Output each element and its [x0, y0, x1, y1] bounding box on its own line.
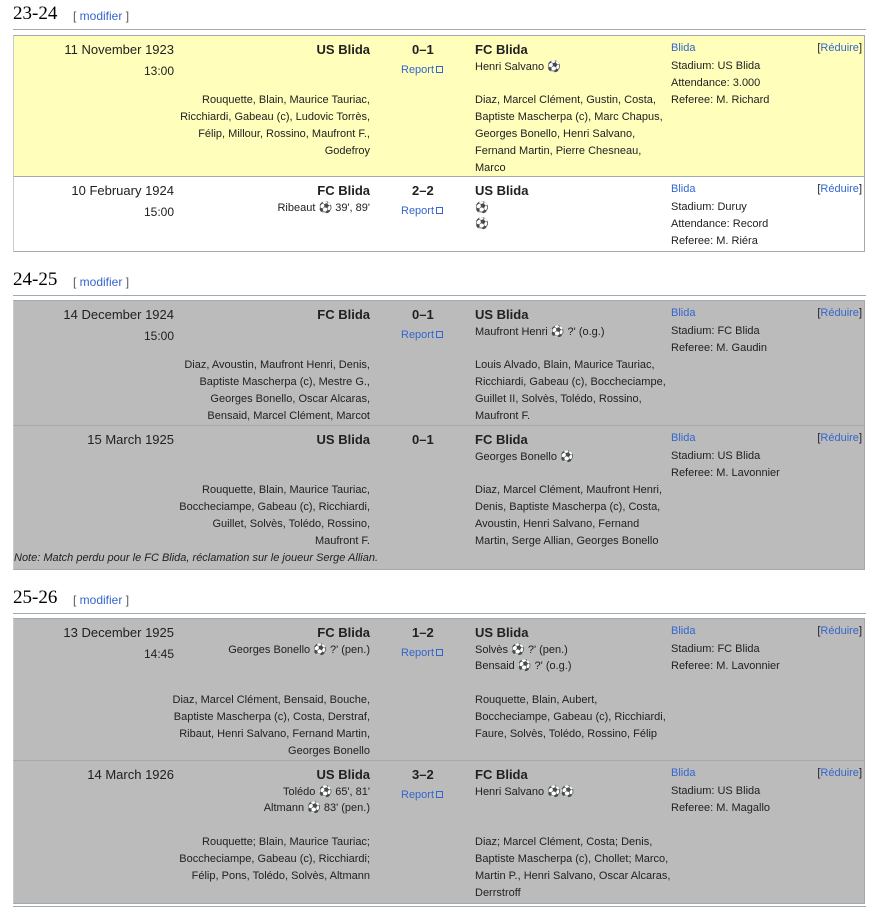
match-box — [13, 618, 865, 761]
away-goal: Georges Bonello ⚽ — [475, 451, 574, 463]
away-team[interactable]: FC Blida — [475, 767, 528, 782]
away-lineup — [475, 357, 675, 425]
away-goal: Henri Salvano ⚽ — [475, 61, 561, 73]
report-link[interactable]: Report — [401, 329, 443, 341]
lineup-line: Rouquette, Blain, Maurice Tauriac, — [202, 484, 370, 496]
home-team[interactable]: US Blida — [316, 432, 370, 447]
lineup-line: Félip, Millour, Rossino, Maufront F., — [198, 128, 370, 140]
home-goal: Altmann ⚽ 83' (pen.) — [263, 802, 370, 814]
match-info — [671, 783, 770, 817]
away-lineup — [475, 92, 675, 177]
away-team[interactable]: FC Blida — [475, 42, 528, 57]
away-goal: Bensaid ⚽ ?' (o.g.) — [475, 660, 572, 672]
section-heading — [13, 3, 866, 30]
lineup-line: Ricchiardi, Gabeau (c), Ludovic Torrès, — [180, 111, 370, 123]
lineup-line: Félip, Pons, Tolédo, Solvès, Altmann — [191, 870, 370, 882]
match-box — [13, 761, 865, 904]
match-score: 3–2 — [412, 767, 434, 782]
match-info — [671, 448, 780, 482]
match-note: Note: Match perdu pour le FC Blida, réclamation sur le joueur Serge Allian. — [14, 552, 378, 564]
match-date: 14 December 1924 — [63, 307, 174, 322]
lineup-line: Bensaid, Marcel Clément, Marcot — [207, 410, 370, 422]
lineup-line: Martin, Serge Allian, Georges Bonello — [475, 535, 659, 547]
match-date: 15 March 1925 — [87, 432, 174, 447]
home-goal: Georges Bonello ⚽ ?' (pen.) — [228, 644, 370, 656]
lineup-line: Baptiste Mascherpa (c), Mestre G., — [199, 376, 370, 388]
lineup-line: Marco — [475, 162, 506, 174]
venue-link[interactable]: Blida — [671, 42, 696, 54]
venue-link[interactable]: Blida — [671, 307, 696, 319]
lineup-line: Godefroy — [324, 145, 370, 157]
match-score: 0–1 — [412, 432, 434, 447]
external-link-icon — [436, 331, 443, 338]
lineup-line: Diaz, Avoustin, Maufront Henri, Denis, — [184, 359, 370, 371]
lineup-line: Maufront F. — [475, 410, 531, 422]
home-team[interactable]: US Blida — [316, 767, 370, 782]
external-link-icon — [436, 66, 443, 73]
match-time: 14:45 — [143, 647, 174, 661]
match-date: 13 December 1925 — [63, 625, 174, 640]
lineup-line: Guillet, Solvès, Tolédo, Rossino, — [212, 518, 370, 530]
lineup-line: Diaz; Marcel Clément, Costa; Denis, — [475, 836, 653, 848]
stadium: Stadium: US Blida — [671, 785, 761, 797]
lineup-line: Boccheciampe, Gabeau (c), Ricchiardi; — [179, 853, 370, 865]
external-link-icon — [436, 649, 443, 656]
collapse-toggle[interactable]: [Réduire] — [817, 432, 862, 444]
stadium: Stadium: Duruy — [671, 201, 747, 213]
venue-link[interactable]: Blida — [671, 183, 696, 195]
lineup-line: Maufront F. — [314, 535, 370, 547]
attendance: Attendance: Record — [671, 218, 769, 230]
lineup-line: Diaz, Marcel Clément, Gustin, Costa, — [475, 94, 656, 106]
away-lineup — [475, 692, 675, 743]
away-goal: Maufront Henri ⚽ ?' (o.g.) — [475, 326, 605, 338]
away-team[interactable]: US Blida — [475, 625, 529, 640]
collapse-toggle[interactable]: [Réduire] — [817, 625, 862, 637]
venue-link[interactable]: Blida — [671, 767, 696, 779]
match-info — [671, 58, 769, 109]
lineup-line: Rouquette; Blain, Maurice Tauriac; — [202, 836, 370, 848]
match-box — [13, 177, 865, 252]
collapse-toggle[interactable]: [Réduire] — [817, 307, 862, 319]
away-team[interactable]: US Blida — [475, 183, 529, 198]
section-title: 24-25 — [13, 269, 58, 290]
away-goal: Solvès ⚽ ?' (pen.) — [475, 644, 568, 656]
edit-section-link[interactable]: [ modifier ] — [73, 593, 130, 607]
external-link-icon — [436, 791, 443, 798]
home-team[interactable]: FC Blida — [317, 307, 370, 322]
section-title: 23-24 — [13, 3, 58, 24]
stadium: Stadium: FC Blida — [671, 325, 760, 337]
lineup-line: Baptiste Mascherpa (c), Chollet; Marco, — [475, 853, 669, 865]
match-date: 11 November 1923 — [64, 42, 174, 57]
lineup-line: Diaz, Marcel Clément, Bensaid, Bouche, — [172, 694, 370, 706]
match-score: 2–2 — [412, 183, 434, 198]
report-link[interactable]: Report — [401, 64, 443, 76]
lineup-line: Martin P., Henri Salvano, Oscar Alcaras, — [475, 870, 671, 882]
lineup-line: Ricchiardi, Gabeau (c), Boccheciampe, — [475, 376, 666, 388]
referee: Referee: M. Lavonnier — [671, 467, 780, 479]
match-info — [671, 323, 767, 357]
home-team[interactable]: FC Blida — [317, 625, 370, 640]
report-link[interactable]: Report — [401, 789, 443, 801]
home-team[interactable]: FC Blida — [317, 183, 370, 198]
lineup-line: Faure, Solvès, Tolédo, Rossino, Félip — [475, 728, 657, 740]
section-title: 25-26 — [13, 587, 58, 608]
stadium: Stadium: US Blida — [671, 450, 761, 462]
edit-section-link[interactable]: [ modifier ] — [73, 275, 130, 289]
away-team[interactable]: FC Blida — [475, 432, 528, 447]
stadium: Stadium: FC Blida — [671, 643, 760, 655]
lineup-line: Boccheciampe, Gabeau (c), Ricchiardi, — [475, 711, 666, 723]
lineup-line: Georges Bonello, Oscar Alcaras, — [210, 393, 370, 405]
referee: Referee: M. Magallo — [671, 802, 771, 814]
match-score: 1–2 — [412, 625, 434, 640]
home-lineup — [170, 482, 370, 550]
lineup-line: Guillet II, Solvès, Tolédo, Rossino, — [475, 393, 642, 405]
match-time: 15:00 — [143, 205, 174, 219]
away-goal: ⚽ — [475, 218, 489, 230]
lineup-line: Baptiste Mascherpa (c), Costa, Derstraf, — [173, 711, 370, 723]
attendance: Attendance: 3.000 — [671, 77, 761, 89]
lineup-line: Fernand Martin, Pierre Chesneau, — [475, 145, 642, 157]
referee: Referee: M. Richard — [671, 94, 770, 106]
home-goal: Tolédo ⚽ 65', 81' — [282, 786, 370, 798]
lineup-line: Rouquette, Blain, Aubert, — [475, 694, 598, 706]
collapse-toggle[interactable]: [Réduire] — [817, 42, 862, 54]
away-goal: ⚽ — [475, 202, 489, 214]
venue-link[interactable]: Blida — [671, 432, 696, 444]
lineup-line: Ribaut, Henri Salvano, Fernand Martin, — [179, 728, 370, 740]
lineup-line: Boccheciampe, Gabeau (c), Ricchiardi, — [179, 501, 370, 513]
lineup-line: Avoustin, Henri Salvano, Fernand — [475, 518, 640, 530]
referee: Referee: M. Gaudin — [671, 342, 767, 354]
match-score: 0–1 — [412, 42, 434, 57]
lineup-line: Derrstroff — [475, 887, 521, 899]
bottom-divider — [13, 906, 866, 907]
away-team[interactable]: US Blida — [475, 307, 529, 322]
away-lineup — [475, 482, 675, 550]
home-lineup — [170, 357, 370, 425]
match-date: 14 March 1926 — [87, 767, 174, 782]
venue-link[interactable]: Blida — [671, 625, 696, 637]
home-lineup — [170, 834, 370, 885]
lineup-line: Denis, Baptiste Mascherpa (c), Costa, — [475, 501, 661, 513]
match-box — [13, 300, 865, 426]
section-heading — [13, 269, 866, 296]
referee: Referee: M. Lavonnier — [671, 660, 780, 672]
external-link-icon — [436, 207, 443, 214]
edit-section-link[interactable]: [ modifier ] — [73, 9, 130, 23]
away-goal: Henri Salvano ⚽⚽ — [475, 786, 575, 798]
match-info — [671, 641, 780, 675]
lineup-line: Georges Bonello, Henri Salvano, — [475, 128, 636, 140]
report-link[interactable]: Report — [401, 205, 443, 217]
match-box — [13, 35, 865, 177]
lineup-line: Rouquette, Blain, Maurice Tauriac, — [202, 94, 370, 106]
section-heading — [13, 587, 866, 614]
lineup-line: Georges Bonello — [288, 745, 370, 757]
home-lineup — [170, 92, 370, 160]
lineup-line: Diaz, Marcel Clément, Maufront Henri, — [475, 484, 663, 496]
home-lineup — [170, 692, 370, 760]
referee: Referee: M. Riéra — [671, 235, 758, 247]
away-lineup — [475, 834, 675, 902]
collapse-toggle[interactable]: [Réduire] — [817, 767, 862, 779]
home-goal: Ribeaut ⚽ 39', 89' — [277, 202, 370, 214]
match-box — [13, 426, 865, 570]
lineup-line: Baptiste Mascherpa (c), Marc Chapus, — [475, 111, 663, 123]
lineup-line: Louis Alvado, Blain, Maurice Tauriac, — [475, 359, 655, 371]
report-link[interactable]: Report — [401, 647, 443, 659]
match-info — [671, 199, 768, 250]
match-time: 15:00 — [143, 329, 174, 343]
collapse-toggle[interactable]: [Réduire] — [817, 183, 862, 195]
match-date: 10 February 1924 — [71, 183, 174, 198]
match-score: 0–1 — [412, 307, 434, 322]
home-team[interactable]: US Blida — [316, 42, 370, 57]
stadium: Stadium: US Blida — [671, 60, 761, 72]
match-time: 13:00 — [143, 64, 174, 78]
